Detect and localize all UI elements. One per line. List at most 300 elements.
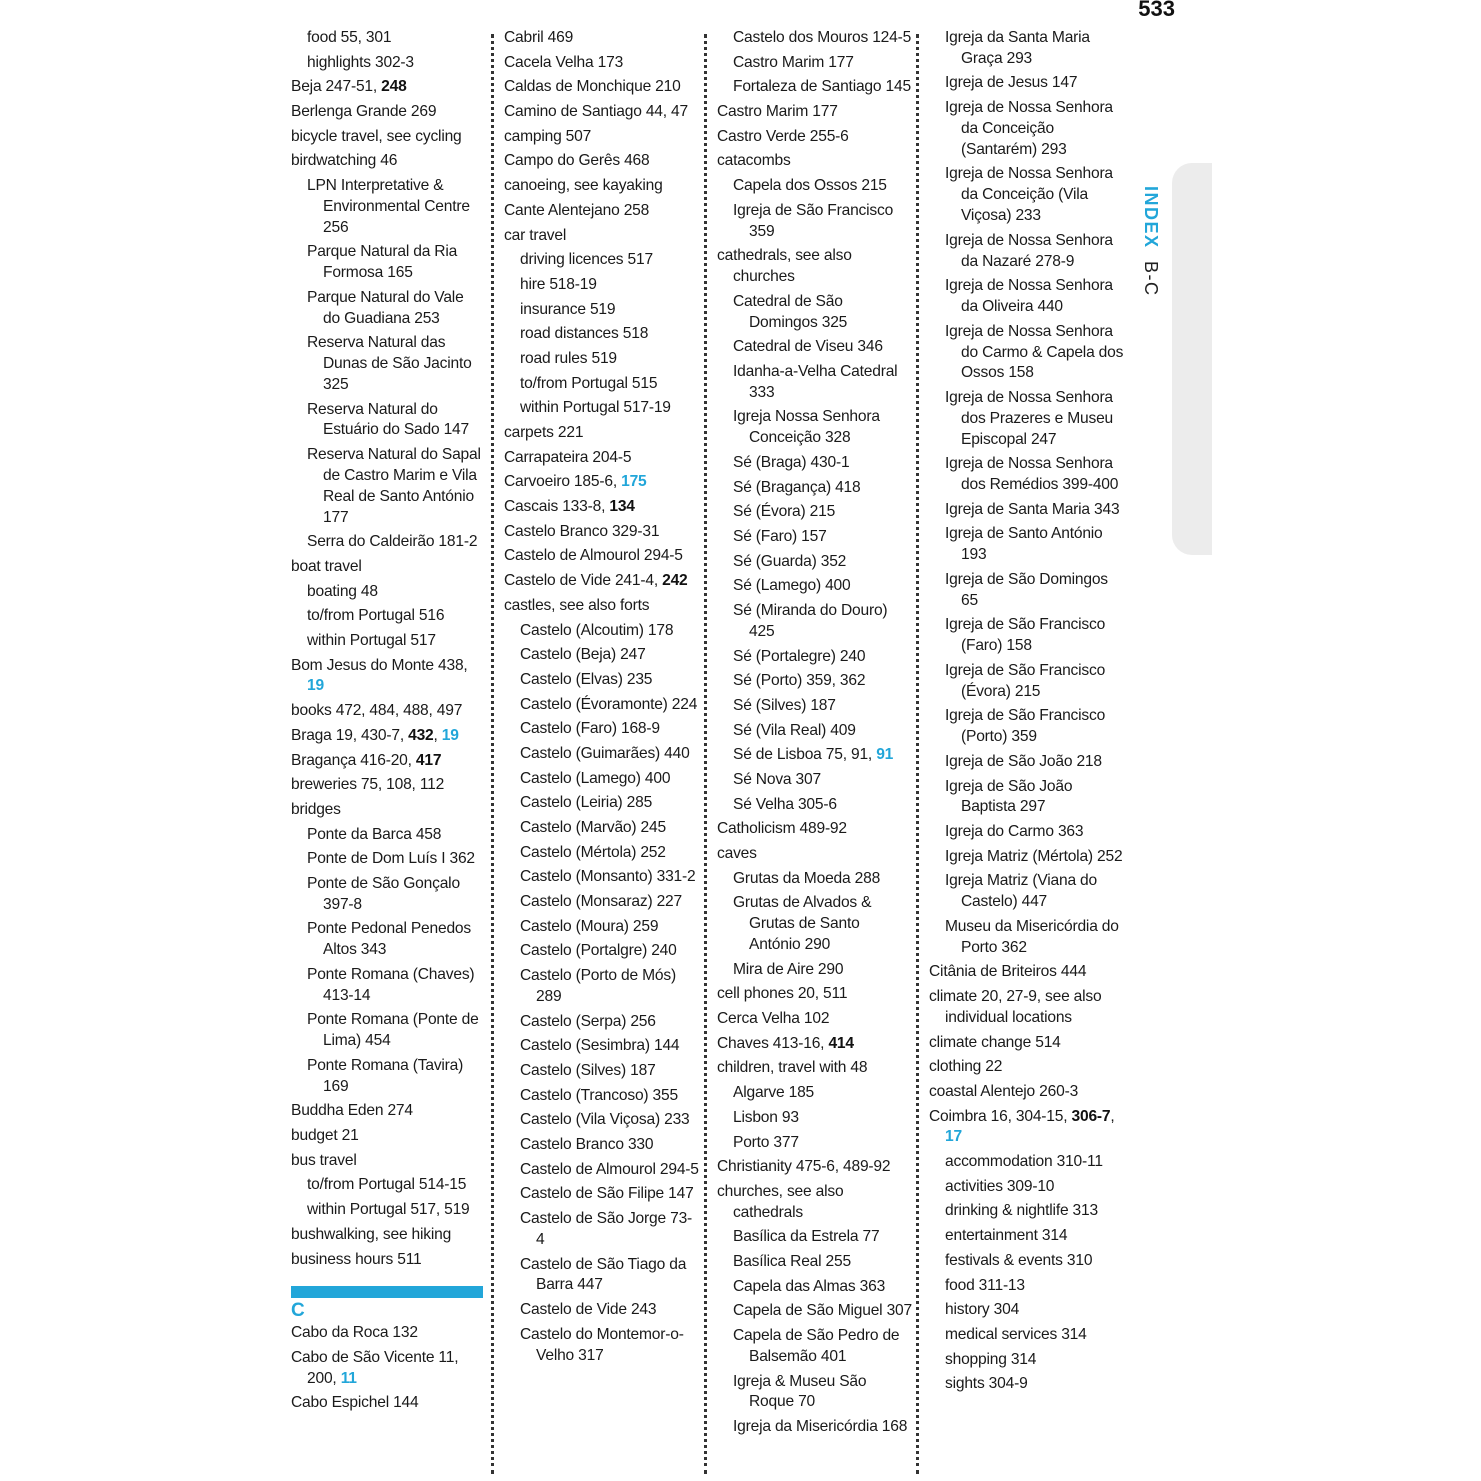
index-entry (504, 546, 700, 567)
index-entry (504, 892, 700, 913)
index-entry (504, 28, 700, 49)
index-entry (929, 706, 1125, 748)
index-entry-text: accommodation 310-11 (945, 1153, 1103, 1171)
index-entry-text: Castelo (Trancoso) 355 (520, 1086, 678, 1104)
index-entry (717, 893, 913, 955)
index-entry-text: Igreja Nossa Senhora Conceição 328 (733, 408, 880, 447)
index-entry (291, 631, 483, 652)
index-entry-text: Castro Marim 177 (733, 53, 854, 71)
index-entry (929, 1226, 1125, 1247)
index-entry (929, 1082, 1125, 1103)
index-entry-text: coastal Alentejo 260-3 (929, 1082, 1079, 1100)
index-entry-text: Castelo (Serpa) 256 (520, 1012, 656, 1030)
map-page-reference: 432 (408, 726, 434, 744)
index-entry-text: Grutas de Alvados & Grutas de Santo António 290 (733, 894, 872, 953)
index-entry (291, 849, 483, 870)
index-entry (717, 292, 913, 334)
index-entry (504, 621, 700, 642)
index-entry (291, 127, 483, 148)
index-entry (717, 1326, 913, 1368)
index-entry-text: Chaves 413-16, (717, 1034, 829, 1052)
map-page-reference: 417 (415, 751, 442, 769)
index-entry (291, 445, 483, 528)
index-entry-text: Igreja Matriz (Mértola) 252 (945, 847, 1123, 865)
index-entry (717, 77, 913, 98)
index-entry-text: children, travel with 48 (717, 1059, 868, 1077)
index-entry (504, 497, 700, 518)
index-entry-text: activities 309-10 (945, 1177, 1055, 1195)
index-column-3 (717, 28, 913, 1442)
index-entry (504, 1255, 700, 1297)
index-entry (929, 987, 1125, 1029)
index-entry (504, 324, 700, 345)
index-entry: Coimbra 16, 304-15, 306-7, 17 (929, 1107, 1115, 1146)
index-entry-text: Igreja da Santa Maria Graça 293 (945, 29, 1090, 67)
index-entry-text: Carrapateira 204-5 (504, 448, 632, 466)
index-entry (504, 374, 700, 395)
index-entry (291, 874, 483, 916)
index-entry (291, 151, 483, 172)
index-entry-text: Castelo de Almourol 294-5 (520, 1160, 699, 1178)
index-entry-text: Castelo (Vila Viçosa) 233 (520, 1111, 690, 1129)
index-entry (717, 478, 913, 499)
index-entry-text: Parque Natural da Ria Formosa 165 (307, 243, 458, 282)
index-entry-text: Castelo (Leiria) 285 (520, 794, 653, 812)
index-entry-text: Castro Verde 255-6 (717, 127, 849, 145)
index-entry (929, 276, 1125, 318)
index-entry (717, 362, 913, 404)
index-entry (504, 77, 700, 98)
side-tab-label (1140, 186, 1161, 297)
index-entry (291, 1200, 483, 1221)
index-entry (504, 300, 700, 321)
index-entry-text: camping 507 (504, 127, 592, 145)
index-entry-text: canoeing, see kayaking (504, 177, 663, 195)
index-entry (504, 250, 700, 271)
index-entry-text: Cacela Velha 173 (504, 53, 624, 71)
index-entry-text: Ponte de Dom Luís I 362 (307, 850, 475, 868)
index-entry-text: Catholicism 489-92 (717, 820, 847, 838)
index-entry (291, 965, 483, 1007)
index-entry (717, 1058, 913, 1079)
index-entry (291, 751, 483, 772)
index-entry (717, 337, 913, 358)
index-entry-text: Igreja de Nossa Senhora do Carmo & Capela dos Ossos 158 (945, 322, 1124, 382)
index-entry-text: Ponte Romana (Tavira) 169 (307, 1056, 464, 1095)
index-entry (291, 1225, 483, 1246)
index-entry-text: Igreja de Jesus 147 (945, 74, 1078, 92)
index-entry-text: festivals & events 310 (945, 1251, 1093, 1269)
index-entry-text: Reserva Natural do Sapal de Castro Marim e Vila Real de Santo António 177 (307, 446, 481, 526)
index-entry (717, 647, 913, 668)
index-entry-text: Castelo dos Mouros 124-5 (733, 29, 912, 46)
index-entry (291, 176, 483, 238)
index-entry (291, 1151, 483, 1172)
index-entry-text: within Portugal 517 (307, 631, 436, 649)
index-entry: Braga 19, 430-7, 432, 19 (291, 726, 459, 744)
index-entry-text: Castelo (Monsaraz) 227 (520, 893, 683, 911)
index-entry (504, 966, 700, 1008)
index-entry-text: Igreja de São João Baptista 297 (945, 777, 1073, 816)
map-page-reference: 248 (381, 78, 407, 96)
index-entry (717, 1133, 913, 1154)
index-entry-text: Sé (Portalegre) 240 (733, 647, 866, 665)
index-entry-text: Igreja de Nossa Senhora da Nazaré 278-9 (945, 231, 1113, 270)
index-entry-text: Castelo (Sesimbra) 144 (520, 1037, 680, 1055)
index-entry (717, 819, 913, 840)
index-entry-text: Carvoeiro 185-6, (504, 473, 622, 491)
index-entry-text: Coimbra 16, 304-15, (929, 1107, 1072, 1125)
index-entry (929, 1374, 1125, 1395)
index-entry-text: Igreja Matriz (Viana do Castelo) 447 (945, 872, 1097, 911)
index-entry-text: breweries 75, 108, 112 (291, 776, 445, 794)
index-entry (929, 1350, 1125, 1371)
index-entry (504, 1036, 700, 1057)
index-entry-text: Castelo de São Tiago da Barra 447 (520, 1255, 687, 1294)
index-entry-text: Fortaleza de Santiago 145 (733, 78, 911, 96)
index-entry-text: boat travel (291, 557, 362, 575)
index-entry (504, 176, 700, 197)
index-entry-text: Capela dos Ossos 215 (733, 177, 887, 195)
index-entry (291, 242, 483, 284)
index-entry-text: Igreja de Nossa Senhora da Conceição (Vila Viçosa) 233 (945, 165, 1113, 225)
column-separator-2 (704, 34, 707, 1474)
index-entry (717, 246, 913, 288)
index-entry (717, 721, 913, 742)
index-entry (929, 1325, 1125, 1346)
index-entry-text: Berlenga Grande 269 (291, 103, 437, 121)
index-entry-text: within Portugal 517, 519 (307, 1201, 470, 1219)
index-entry-text: medical services 314 (945, 1325, 1087, 1343)
index-entry (504, 1325, 700, 1367)
index-entry (717, 102, 913, 123)
index-entry (504, 1160, 700, 1181)
index-entry-text: Igreja do Carmo 363 (945, 823, 1084, 841)
index-entry-text: food 55, 301 (307, 29, 392, 46)
index-entry (504, 448, 700, 469)
index-entry (929, 322, 1125, 384)
index-entry-text: Catedral de São Domingos 325 (733, 292, 848, 331)
index-entry-text: Ponte Pedonal Penedos Altos 343 (307, 920, 472, 959)
index-entry (717, 671, 913, 692)
index-entry-text: Igreja de São Domingos 65 (945, 570, 1108, 609)
photo-page-reference: 19 (307, 677, 324, 695)
photo-page-reference: 91 (876, 746, 894, 764)
photo-page-reference: 17 (945, 1128, 962, 1146)
index-entry-text: Cante Alentejano 258 (504, 201, 650, 219)
index-entry-text: Igreja de Nossa Senhora dos Remédios 399-400 (945, 455, 1119, 494)
index-entry-text: Castelo de São Jorge 73-4 (520, 1210, 693, 1248)
index-entry-text: Ponte da Barca 458 (307, 825, 442, 843)
index-entry-text: Igreja de Nossa Senhora dos Prazeres e Museu Episcopal 247 (945, 388, 1114, 448)
index-entry (929, 1300, 1125, 1321)
index-entry-text: Igreja de São Francisco (Faro) 158 (945, 616, 1106, 655)
index-entry (929, 1201, 1125, 1222)
index-entry (504, 571, 700, 592)
index-entry (717, 844, 913, 865)
index-entry-text: Castelo (Monsanto) 331-2 (520, 868, 696, 886)
index-entry (929, 1276, 1125, 1297)
index-entry-text: road distances 518 (520, 325, 649, 343)
index-entry (291, 102, 483, 123)
index-entry (717, 201, 913, 243)
index-entry (504, 423, 700, 444)
index-entry (504, 349, 700, 370)
index-entry-text: climate 20, 27-9, see also individual locations (929, 988, 1102, 1026)
index-entry (291, 800, 483, 821)
index-entry (504, 226, 700, 247)
index-entry (717, 527, 913, 548)
index-entry-text: Castro Marim 177 (717, 103, 838, 121)
index-entry (291, 53, 483, 74)
index-entry (929, 98, 1125, 160)
index-entry (929, 1177, 1125, 1198)
index-entry-text: Castelo (Évoramonte) 224 (520, 695, 698, 713)
index-entry-text: Castelo (Moura) 259 (520, 917, 659, 935)
index-entry (291, 701, 483, 722)
index-entry-text: Igreja de Santo António 193 (945, 525, 1103, 564)
index-entry (929, 1033, 1125, 1054)
index-entry (504, 522, 700, 543)
index-entry (717, 502, 913, 523)
index-entry-text: Igreja & Museu São Roque 70 (733, 1372, 867, 1411)
side-tab (1172, 163, 1212, 555)
index-entry (504, 793, 700, 814)
index-entry-text: Igreja de Nossa Senhora da Oliveira 440 (945, 277, 1113, 316)
index-entry-text: highlights 302-3 (307, 53, 414, 71)
index-entry-text: Catedral de Viseu 346 (733, 338, 883, 356)
index-entry-text: Castelo (Faro) 168-9 (520, 720, 660, 738)
index-entry-text: insurance 519 (520, 300, 616, 318)
index-entry (504, 53, 700, 74)
index-column-1 (291, 28, 483, 1418)
index-entry-text: catacombs (717, 152, 791, 170)
index-entry-text: Idanha-a-Velha Catedral 333 (733, 362, 898, 401)
index-entry (291, 532, 483, 553)
index-entry-text: Castelo (Elvas) 235 (520, 670, 653, 688)
index-entry-text: Igreja de São João 218 (945, 752, 1102, 770)
index-entry-text: Basílica Real 255 (733, 1253, 851, 1271)
index-entry (291, 1323, 483, 1344)
side-tab-range-label: B-C (1141, 261, 1161, 297)
map-page-reference: 414 (828, 1034, 854, 1052)
index-entry-text: Igreja de São Francisco (Évora) 215 (945, 661, 1106, 700)
index-entry (717, 1417, 913, 1438)
index-entry (717, 1009, 913, 1030)
index-entry (291, 919, 483, 961)
index-entry-text: Castelo de Vide 241-4, (504, 572, 663, 590)
index-entry-text: Mira de Aire 290 (733, 960, 844, 978)
index-entry (504, 1300, 700, 1321)
index-entry (504, 472, 700, 493)
index-entry (504, 1086, 700, 1107)
index-entry-text: Lisbon 93 (733, 1108, 799, 1126)
index-entry (717, 407, 913, 449)
index-entry-text: Ponte de São Gonçalo 397-8 (307, 874, 460, 913)
index-entry (504, 818, 700, 839)
index-entry-text: Sé (Silves) 187 (733, 696, 836, 714)
index-entry-text: Bragança 416-20, (291, 751, 416, 769)
index-entry-text: LPN Interpretative & Environmental Centre 256 (307, 177, 470, 236)
index-entry (504, 941, 700, 962)
index-entry-text: Sé (Vila Real) 409 (733, 721, 856, 739)
index-entry (929, 454, 1125, 496)
index-entry-text: Castelo (Beja) 247 (520, 646, 646, 664)
index-entry-text: hire 518-19 (520, 275, 597, 293)
index-entry (504, 695, 700, 716)
index-entry (291, 1010, 483, 1052)
index-entry (504, 102, 700, 123)
index-entry (504, 398, 700, 419)
index-entry (717, 1227, 913, 1248)
index-entry (504, 917, 700, 938)
index-entry-text: Sé (Faro) 157 (733, 527, 827, 545)
index-entry-text: to/from Portugal 515 (520, 374, 658, 392)
index-entry (717, 53, 913, 74)
index-entry (717, 453, 913, 474)
index-entry-text: Sé Velha 305-6 (733, 795, 837, 813)
index-entry (504, 1135, 700, 1156)
index-entry-text: Basílica da Estrela 77 (733, 1228, 880, 1246)
index-entry-text: Castelo (Silves) 187 (520, 1061, 656, 1079)
index-entry (717, 960, 913, 981)
index-entry (929, 570, 1125, 612)
index-entry (504, 201, 700, 222)
index-entry (291, 825, 483, 846)
index-entry-text: Castelo (Marvão) 245 (520, 819, 666, 836)
index-entry-text: Parque Natural do Vale do Guadiana 253 (307, 288, 464, 327)
index-entry (291, 557, 483, 578)
index-entry-text: Igreja de Nossa Senhora da Conceição (Santarém) 293 (945, 99, 1113, 158)
index-entry-text: Cabril 469 (504, 29, 574, 46)
index-entry-text: Grutas da Moeda 288 (733, 869, 881, 887)
index-entry-text: Buddha Eden 274 (291, 1102, 413, 1120)
index-entry (291, 606, 483, 627)
index-entry-text: caves (717, 845, 757, 863)
index-entry (504, 1061, 700, 1082)
index-entry-text: business hours 511 (291, 1250, 422, 1268)
index-entry-text: Sé (Porto) 359, 362 (733, 672, 866, 690)
index-entry (717, 1277, 913, 1298)
index-entry-text: Camino de Santiago 44, 47 (504, 103, 688, 121)
index-entry-text: Serra do Caldeirão 181-2 (307, 533, 478, 551)
index-entry-text: clothing 22 (929, 1058, 1003, 1076)
index-entry (929, 524, 1125, 566)
index-entry (504, 670, 700, 691)
index-entry (291, 400, 483, 442)
index-entry (929, 661, 1125, 703)
index-entry-text: Castelo Branco 329-31 (504, 522, 660, 540)
index-entry (929, 871, 1125, 913)
index-entry (929, 1152, 1125, 1173)
index-entry (929, 164, 1125, 226)
index-entry (717, 1372, 913, 1414)
column-separator-1 (491, 34, 494, 1474)
index-entry-text: budget 21 (291, 1127, 359, 1145)
index-entry (929, 962, 1125, 983)
index-entry (504, 769, 700, 790)
index-entry (717, 745, 913, 766)
index-entry (504, 1110, 700, 1131)
index-entry-text: climate change 514 (929, 1033, 1061, 1051)
index-entry-text: Sé (Évora) 215 (733, 503, 836, 521)
index-entry-text: castles, see also forts (504, 596, 650, 614)
index-entry-text: Castelo (Mértola) 252 (520, 843, 666, 861)
index-entry-text: Castelo (Lamego) 400 (520, 769, 671, 787)
index-entry (504, 127, 700, 148)
index-entry-text: Igreja da Misericórdia 168 (733, 1418, 908, 1436)
index-entry (717, 696, 913, 717)
index-entry (929, 388, 1125, 450)
index-entry (291, 1126, 483, 1147)
index-entry-text: Reserva Natural do Estuário do Sado 147 (307, 400, 469, 439)
index-entry (504, 275, 700, 296)
index-entry-text: Castelo Branco 330 (520, 1136, 654, 1154)
index-entry (717, 795, 913, 816)
index-entry-text: bushwalking, see hiking (291, 1225, 452, 1243)
index-entry (929, 1251, 1125, 1272)
index-entry (717, 127, 913, 148)
index-entry (717, 984, 913, 1005)
index-entry-text: sights 304-9 (945, 1375, 1028, 1393)
index-entry (291, 288, 483, 330)
index-entry-text: birdwatching 46 (291, 152, 398, 170)
index-entry-text: bridges (291, 800, 341, 818)
index-entry (504, 1184, 700, 1205)
index-entry (291, 28, 483, 49)
index-entry (717, 552, 913, 573)
index-entry-text: Beja 247-51, (291, 78, 382, 96)
side-tab-index-label: INDEX (1141, 186, 1161, 249)
index-entry (929, 231, 1125, 273)
index-entry-text: Capela de São Miguel 307 (733, 1302, 912, 1320)
index-entry-text: within Portugal 517-19 (520, 399, 671, 417)
index-entry-text: Castelo (Portalgre) 240 (520, 942, 677, 960)
index-entry-text: Cascais 133-8, (504, 498, 610, 516)
index-entry (717, 1157, 913, 1178)
index-entry (929, 847, 1125, 868)
index-entry (929, 28, 1125, 70)
index-entry (504, 719, 700, 740)
page-number: 533 (1138, 0, 1175, 21)
index-column-4 (929, 28, 1125, 1399)
index-entry (717, 770, 913, 791)
index-entry-text: Cerca Velha 102 (717, 1010, 830, 1028)
index-entry-text: Caldas de Monchique 210 (504, 78, 681, 96)
index-entry (291, 1056, 483, 1098)
index-entry-text: bus travel (291, 1151, 357, 1169)
index-entry (291, 1175, 483, 1196)
index-entry-text: Castelo (Alcoutim) 178 (520, 621, 674, 639)
index-entry-text: Reserva Natural das Dunas de São Jacinto 325 (307, 334, 472, 393)
index-entry-text: carpets 221 (504, 424, 584, 441)
index-entry-text: Sé (Braga) 430-1 (733, 453, 850, 471)
index-entry (929, 615, 1125, 657)
index-entry-text: Castelo de Vide 243 (520, 1301, 657, 1319)
index-entry (929, 917, 1125, 959)
index-entry-text: Sé (Miranda do Douro) 425 (733, 602, 888, 640)
index-entry-text: Sé Nova 307 (733, 770, 821, 788)
index-entry-text: Braga 19, 430-7, (291, 726, 409, 744)
index-entry-text: Igreja de Santa Maria 343 (945, 500, 1120, 518)
index-entry-text: Algarve 185 (733, 1084, 815, 1102)
index-entry (717, 176, 913, 197)
index-entry (717, 1108, 913, 1129)
index-entry-text: road rules 519 (520, 349, 617, 367)
index-entry (291, 582, 483, 603)
index-entry-text: Sé de Lisboa 75, 91, (733, 746, 877, 764)
index-entry (929, 822, 1125, 843)
